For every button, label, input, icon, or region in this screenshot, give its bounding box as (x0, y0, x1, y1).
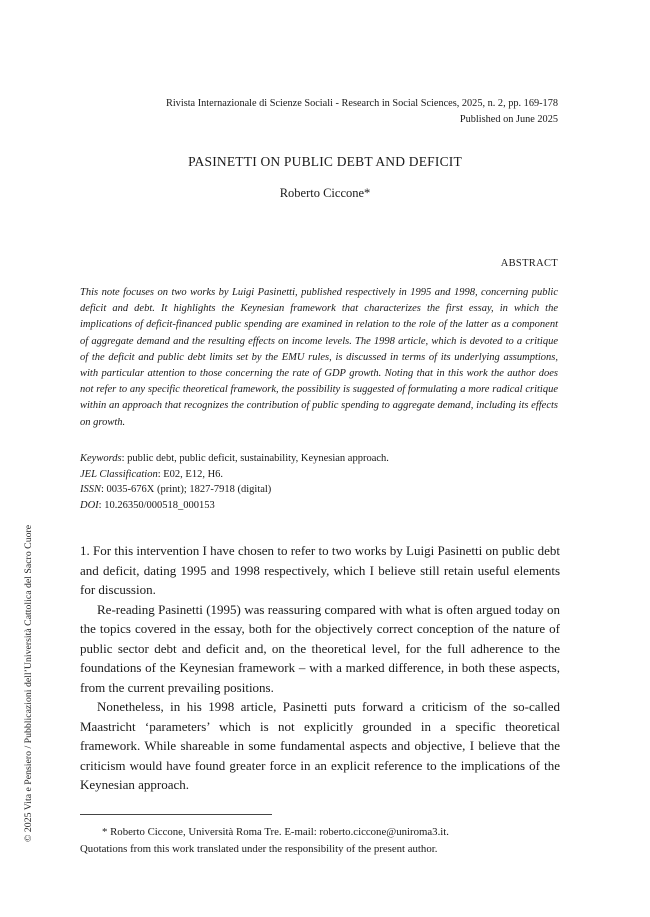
article-metadata (80, 451, 558, 514)
footnote (80, 824, 560, 857)
keywords-line (80, 451, 558, 467)
body-text (80, 541, 560, 795)
paragraph-2: Re-reading Pasinetti (1995) was reassuring compared with what is often argued today on the topics covered in the essay, both for the objectively correct conception of the nature of public sector debt and deficit and, on the theoretical level, for the full adherence to the foundations of the Keynesian framework – with a marked difference, in both these aspects, from the current prevailing positions. (80, 601, 560, 695)
journal-citation-line: Rivista Internazionale di Scienze Sociali - Research in Social Sciences, 2025, n. 2, pp. 169-178 (165, 98, 558, 109)
abstract-heading: ABSTRACT (500, 258, 558, 269)
keywords-label: Keywords (80, 453, 122, 464)
abstract-text: This note focuses on two works by Luigi Pasinetti, published respectively in 1995 and 1998, concerning public deficit and debt. It highlights the Keynesian framework that characterizes the first essay, in which the implications of deficit-financed public spending are examined in relation to the role of the latter as a component of aggregate demand and the resulting effects on income levels. The 1998 article, which is devoted to a critique of the deficit and public debt limits set by the EMU rules, is discussed in terms of its underlying assumptions, with particular attention to those concerning the rate of GDP growth. Noting that in this work the author does not refer to any specific theoretical framework, the possibility is suggested of formulating a more radical critique within an approach that recognizes the contribution of public spending to aggregate demand, including its effects on growth. (80, 287, 558, 428)
paper-title: PASINETTI ON PUBLIC DEBT AND DEFICIT (188, 154, 462, 169)
footnote-divider (80, 814, 272, 815)
keywords-value: : public debt, public deficit, sustainability, Keynesian approach. (121, 453, 389, 464)
issn-label: ISSN (80, 484, 101, 496)
paper-author: Roberto Ciccone* (279, 186, 371, 200)
doi-label: DOI (80, 500, 99, 512)
footnote-author-affiliation: * Roberto Ciccone, Università Roma Tre. E-mail: roberto.ciccone@uniroma3.it. (102, 826, 449, 838)
doi-value: : 10.26350/000518_000153 (98, 500, 215, 512)
paragraph-3: Nonetheless, in his 1998 article, Pasinetti puts forward a criticism of the so-called Maastricht ‘parameters’ which is not explicitly grounded in a specific theoretical framework. While shareable in some fundamental aspects and objective, I believe that the criticism would have found greater force in an explicit reference to the implications of the Keynesian approach. (80, 699, 560, 792)
paragraph-1: 1. For this intervention I have chosen to refer to two works by Luigi Pasinetti on public debt and deficit, dating 1995 and 1998 respectively, which I believe still retain useful elements for discussion. (80, 543, 560, 597)
jel-line (80, 467, 558, 483)
issn-value: : 0035-676X (print); 1827-7918 (digital) (101, 484, 272, 496)
jel-value: : E02, E12, H6. (157, 468, 224, 480)
copyright-sidebar: © 2025 Vita e Pensiero / Pubblicazioni dell’Università Cattolica del Sacro Cuore (23, 524, 34, 842)
footnote-translation-note: Quotations from this work translated under the responsibility of the present author. (80, 842, 438, 855)
publication-date: Published on June 2025 (459, 114, 558, 125)
jel-label: JEL Classification (80, 468, 158, 480)
issn-line (80, 482, 558, 498)
doi-line (80, 498, 558, 514)
